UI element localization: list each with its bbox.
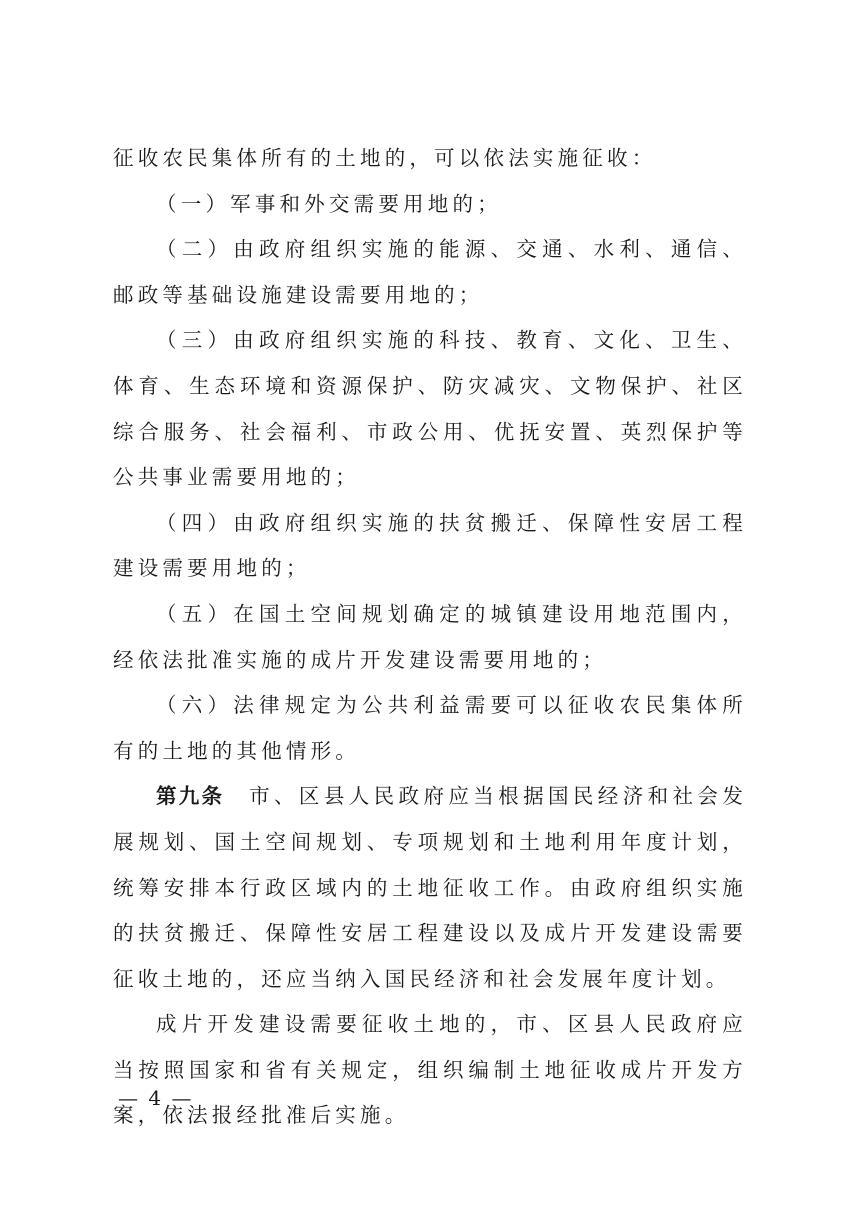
clause-item-3: （三）由政府组织实施的科技、教育、文化、卫生、体育、生态环境和资源保护、防灾减灾、文物保护、社区综合服务、社会福利、市政公用、优抚安置、英烈保护等公共事业需要用地的； [113, 328, 747, 490]
clause-item-6: （六）法律规定为公共利益需要可以征收农民集体所有的土地的其他情形。 [113, 693, 747, 763]
article-9-paragraph [113, 774, 747, 1002]
document-body [113, 136, 747, 1139]
page-number: — 4 — [118, 1086, 194, 1110]
paragraph-continuation: 征收农民集体所有的土地的，可以依法实施征收： [113, 146, 657, 170]
article-9-text: 市、区县人民政府应当根据国民经济和社会发展规划、国土空间规划、专项规划和土地利用年度计划，统筹安排本行政区域内的土地征收工作。由政府组织实施的扶贫搬迁、保障性安居工程建设以及成片开发建设需要征收土地的，还应当纳入国民经济和社会发展年度计划。 [113, 784, 748, 991]
article-9-paragraph-2: 成片开发建设需要征收土地的，市、区县人民政府应当按照国家和省有关规定，组织编制土地征收成片开发方案，依法报经批准后实施。 [113, 1012, 747, 1128]
clause-item-2: （二）由政府组织实施的能源、交通、水利、通信、邮政等基础设施建设需要用地的； [113, 237, 747, 307]
article-spacer [224, 784, 249, 808]
clause-item-4: （四）由政府组织实施的扶贫搬迁、保障性安居工程建设需要用地的； [113, 510, 747, 581]
clause-item-5: （五）在国土空间规划确定的城镇建设用地范围内，经依法批准实施的成片开发建设需要用地的； [113, 601, 747, 672]
article-9-label: 第九条 [156, 784, 225, 809]
clause-item-1: （一）军事和外交需要用地的； [156, 191, 502, 216]
